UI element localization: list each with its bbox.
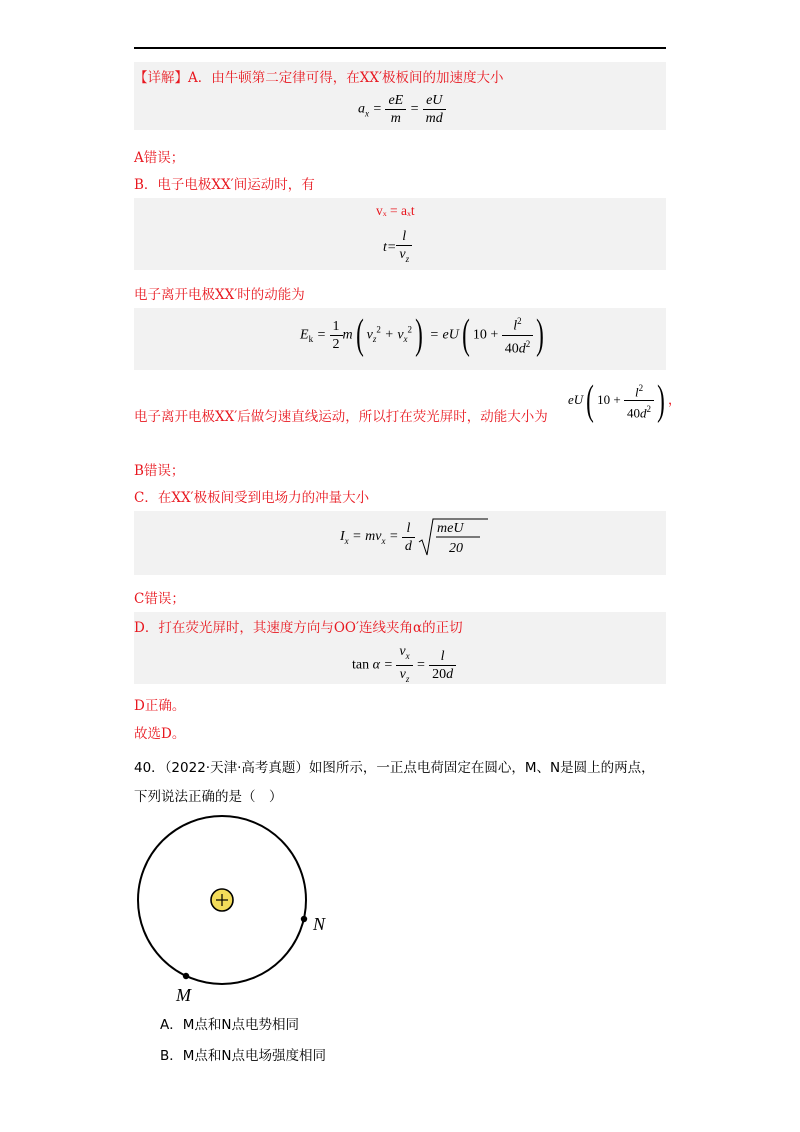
explain-c-wrong: C错误； — [134, 591, 185, 607]
question-stem-2: 下列说法正确的是（ ） — [134, 789, 283, 805]
formula-kinetic-energy: $E_k$ = $\frac{1}{2}$ m( $v_z^2 + v_x^2) = eU$( 10 + $\frac{l^2}{40d^2}$ ) — [300, 312, 545, 359]
circle-diagram — [130, 808, 350, 1008]
question-source: （2022·天津·高考真题） — [164, 760, 309, 776]
explain-b-intro: B．电子电极XX′间运动时，有 — [134, 177, 315, 193]
option-a[interactable]: A．M点和N点电势相同 — [160, 1017, 299, 1033]
explain-a-intro: 【详解】A．由牛顿第二定律可得，在XX′极板间的加速度大小 — [134, 70, 504, 86]
question-number: 40． — [134, 760, 165, 776]
formula-vx: vₓ = aₓt — [376, 203, 415, 218]
explain-a-wrong: A错误； — [134, 150, 185, 166]
point-m — [183, 973, 189, 979]
explain-screen: 电子离开电极XX′后做匀速直线运动，所以打在荧光屏时，动能大小为 — [134, 409, 548, 425]
explain-tag: 【详解】 — [134, 70, 188, 86]
question-stem-1: 如图所示，一正点电荷固定在圆心，M、N是圆上的两点， — [308, 760, 655, 776]
explain-c-intro: C．在XX′极板间受到电场力的冲量大小 — [134, 490, 370, 506]
formula-time: t= $\frac{l}{v_z}$ — [383, 228, 412, 268]
label-m: M — [176, 985, 191, 1005]
label-n: N — [313, 914, 326, 934]
explain-d-right: D正确。 — [134, 698, 186, 714]
question-line-1 — [134, 756, 655, 776]
svg-text:20: 20 — [449, 541, 464, 556]
formula-acceleration: $a_x$ = $\frac{eE}{m}$ = $\frac{eU}{md}$ — [358, 92, 446, 127]
explain-d-intro: D．打在荧光屏时，其速度方向与OO′连线夹角α的正切 — [134, 620, 463, 636]
formula-screen-energy: eU( 10 + $\frac{l^2}{40d^2}$ ) ， — [568, 377, 682, 424]
point-n — [301, 916, 307, 922]
explain-answer: 故选D。 — [134, 726, 186, 742]
explain-kinetic-intro: 电子离开电极XX′时的动能为 — [134, 287, 305, 303]
formula-tangent: tan α = $\frac{v_x}{v_z}$ = $\frac{l}{20d}$ — [352, 643, 456, 688]
header-rule — [134, 47, 666, 49]
formula-impulse: $I_x = mv_x$ = $\frac{l}{d}$ meU 20 — [340, 516, 488, 558]
option-b[interactable]: B．M点和N点电场强度相同 — [160, 1048, 327, 1064]
explain-b-wrong: B错误； — [134, 463, 185, 479]
svg-text:meU: meU — [437, 521, 464, 536]
